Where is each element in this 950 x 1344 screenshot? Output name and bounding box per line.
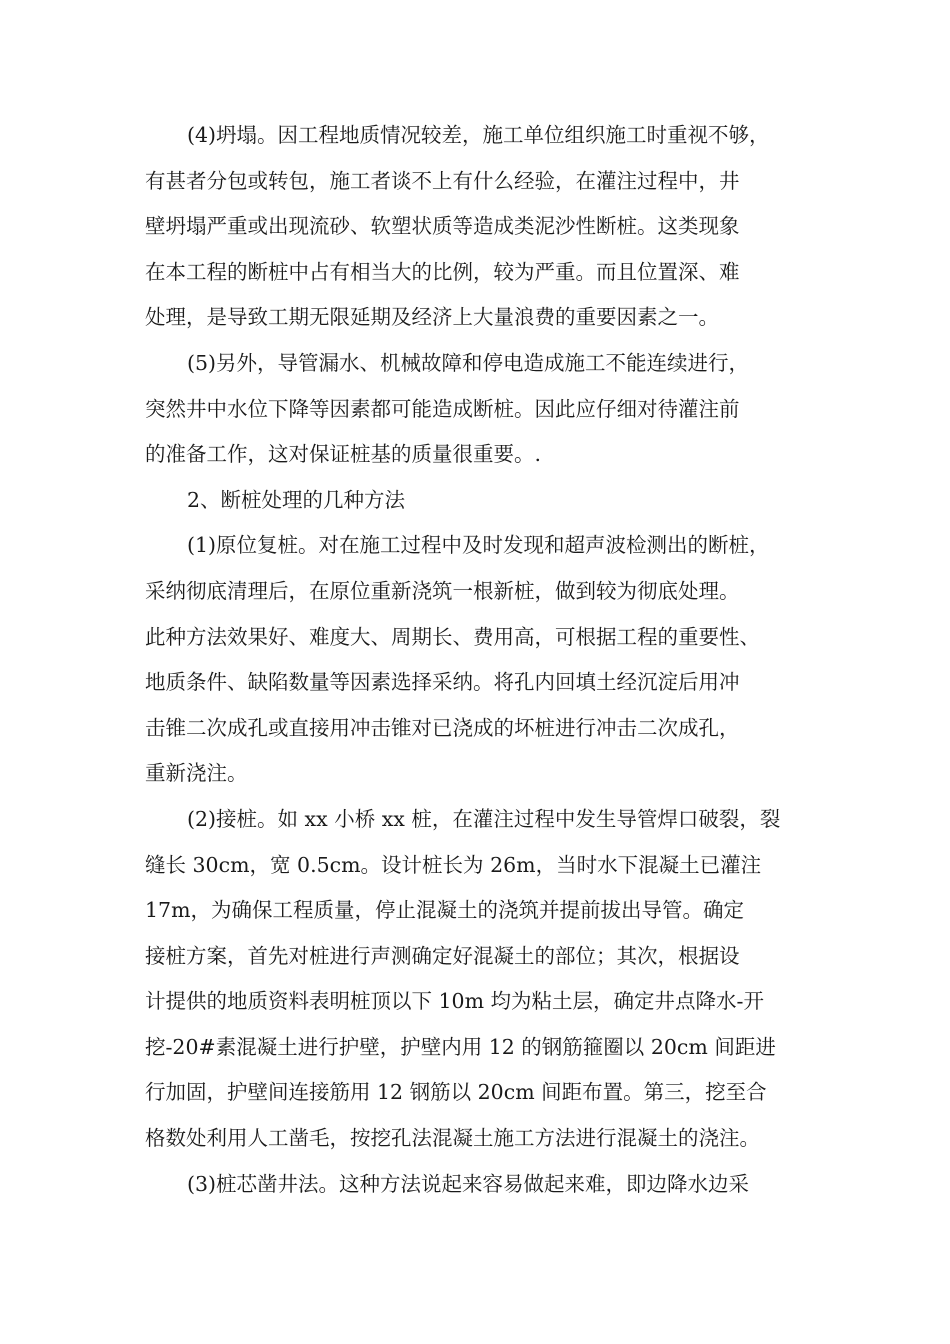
text-line: 行加固，护壁间连接筋用 12 钢筋以 20cm 间距布置。第三，挖至合	[145, 1080, 767, 1105]
text-line: 缝长 30cm，宽 0.5cm。设计桩长为 26m，当时水下混凝土已灌注	[145, 852, 762, 877]
text-line: 地质条件、缺陷数量等因素选择采纳。将孔内回填土经沉淀后用冲	[145, 670, 740, 695]
text-line: (3)桩芯凿井法。这种方法说起来容易做起来难，即边降水边采	[187, 1171, 750, 1196]
text-line: 的准备工作，这对保证桩基的质量很重要。.	[145, 442, 542, 467]
section-heading: 2、断桩处理的几种方法	[187, 487, 406, 512]
text-line: 17m，为确保工程质量，停止混凝土的浇筑并提前拔出导管。确定	[145, 898, 745, 923]
text-line: 计提供的地质资料表明桩顶以下 10m 均为粘土层，确定井点降水-开	[145, 989, 764, 1014]
document-body	[145, 113, 825, 1207]
text-line: (4)坍塌。因工程地质情况较差，施工单位组织施工时重视不够，	[187, 123, 770, 147]
text-line: 格数处利用人工凿毛，按挖孔法混凝土施工方法进行混凝土的浇注。	[145, 1126, 760, 1151]
text-line: 重新浇注。	[145, 761, 248, 786]
text-line: 击锥二次成孔或直接用冲击锥对已浇成的坏桩进行冲击二次成孔，	[145, 715, 740, 740]
text-line: 在本工程的断桩中占有相当大的比例，较为严重。而且位置深、难	[145, 259, 740, 284]
text-line: 有甚者分包或转包，施工者谈不上有什么经验，在灌注过程中，井	[145, 168, 740, 193]
text-line: 处理，是导致工期无限延期及经济上大量浪费的重要因素之一。	[145, 305, 719, 330]
text-line: (5)另外，导管漏水、机械故障和停电造成施工不能连续进行，	[187, 350, 750, 375]
text-line: 此种方法效果好、难度大、周期长、费用高，可根据工程的重要性、	[145, 624, 760, 649]
text-line: 挖-20#素混凝土进行护壁，护壁内用 12 的钢筋箍圈以 20cm 间距进	[145, 1034, 776, 1059]
text-line: (1)原位复桩。对在施工过程中及时发现和超声波检测出的断桩，	[187, 533, 770, 558]
text-line: 壁坍塌严重或出现流砂、软塑状质等造成类泥沙性断桩。这类现象	[145, 214, 740, 239]
text-line: 突然井中水位下降等因素都可能造成断桩。因此应仔细对待灌注前	[145, 396, 740, 421]
text-line: (2)接桩。如 xx 小桥 xx 桩，在灌注过程中发生导管焊口破裂，裂	[187, 806, 781, 831]
text-line: 接桩方案，首先对桩进行声测确定好混凝土的部位；其次，根据设	[145, 943, 740, 968]
text-line: 采纳彻底清理后，在原位重新浇筑一根新桩，做到较为彻底处理。	[145, 578, 740, 603]
